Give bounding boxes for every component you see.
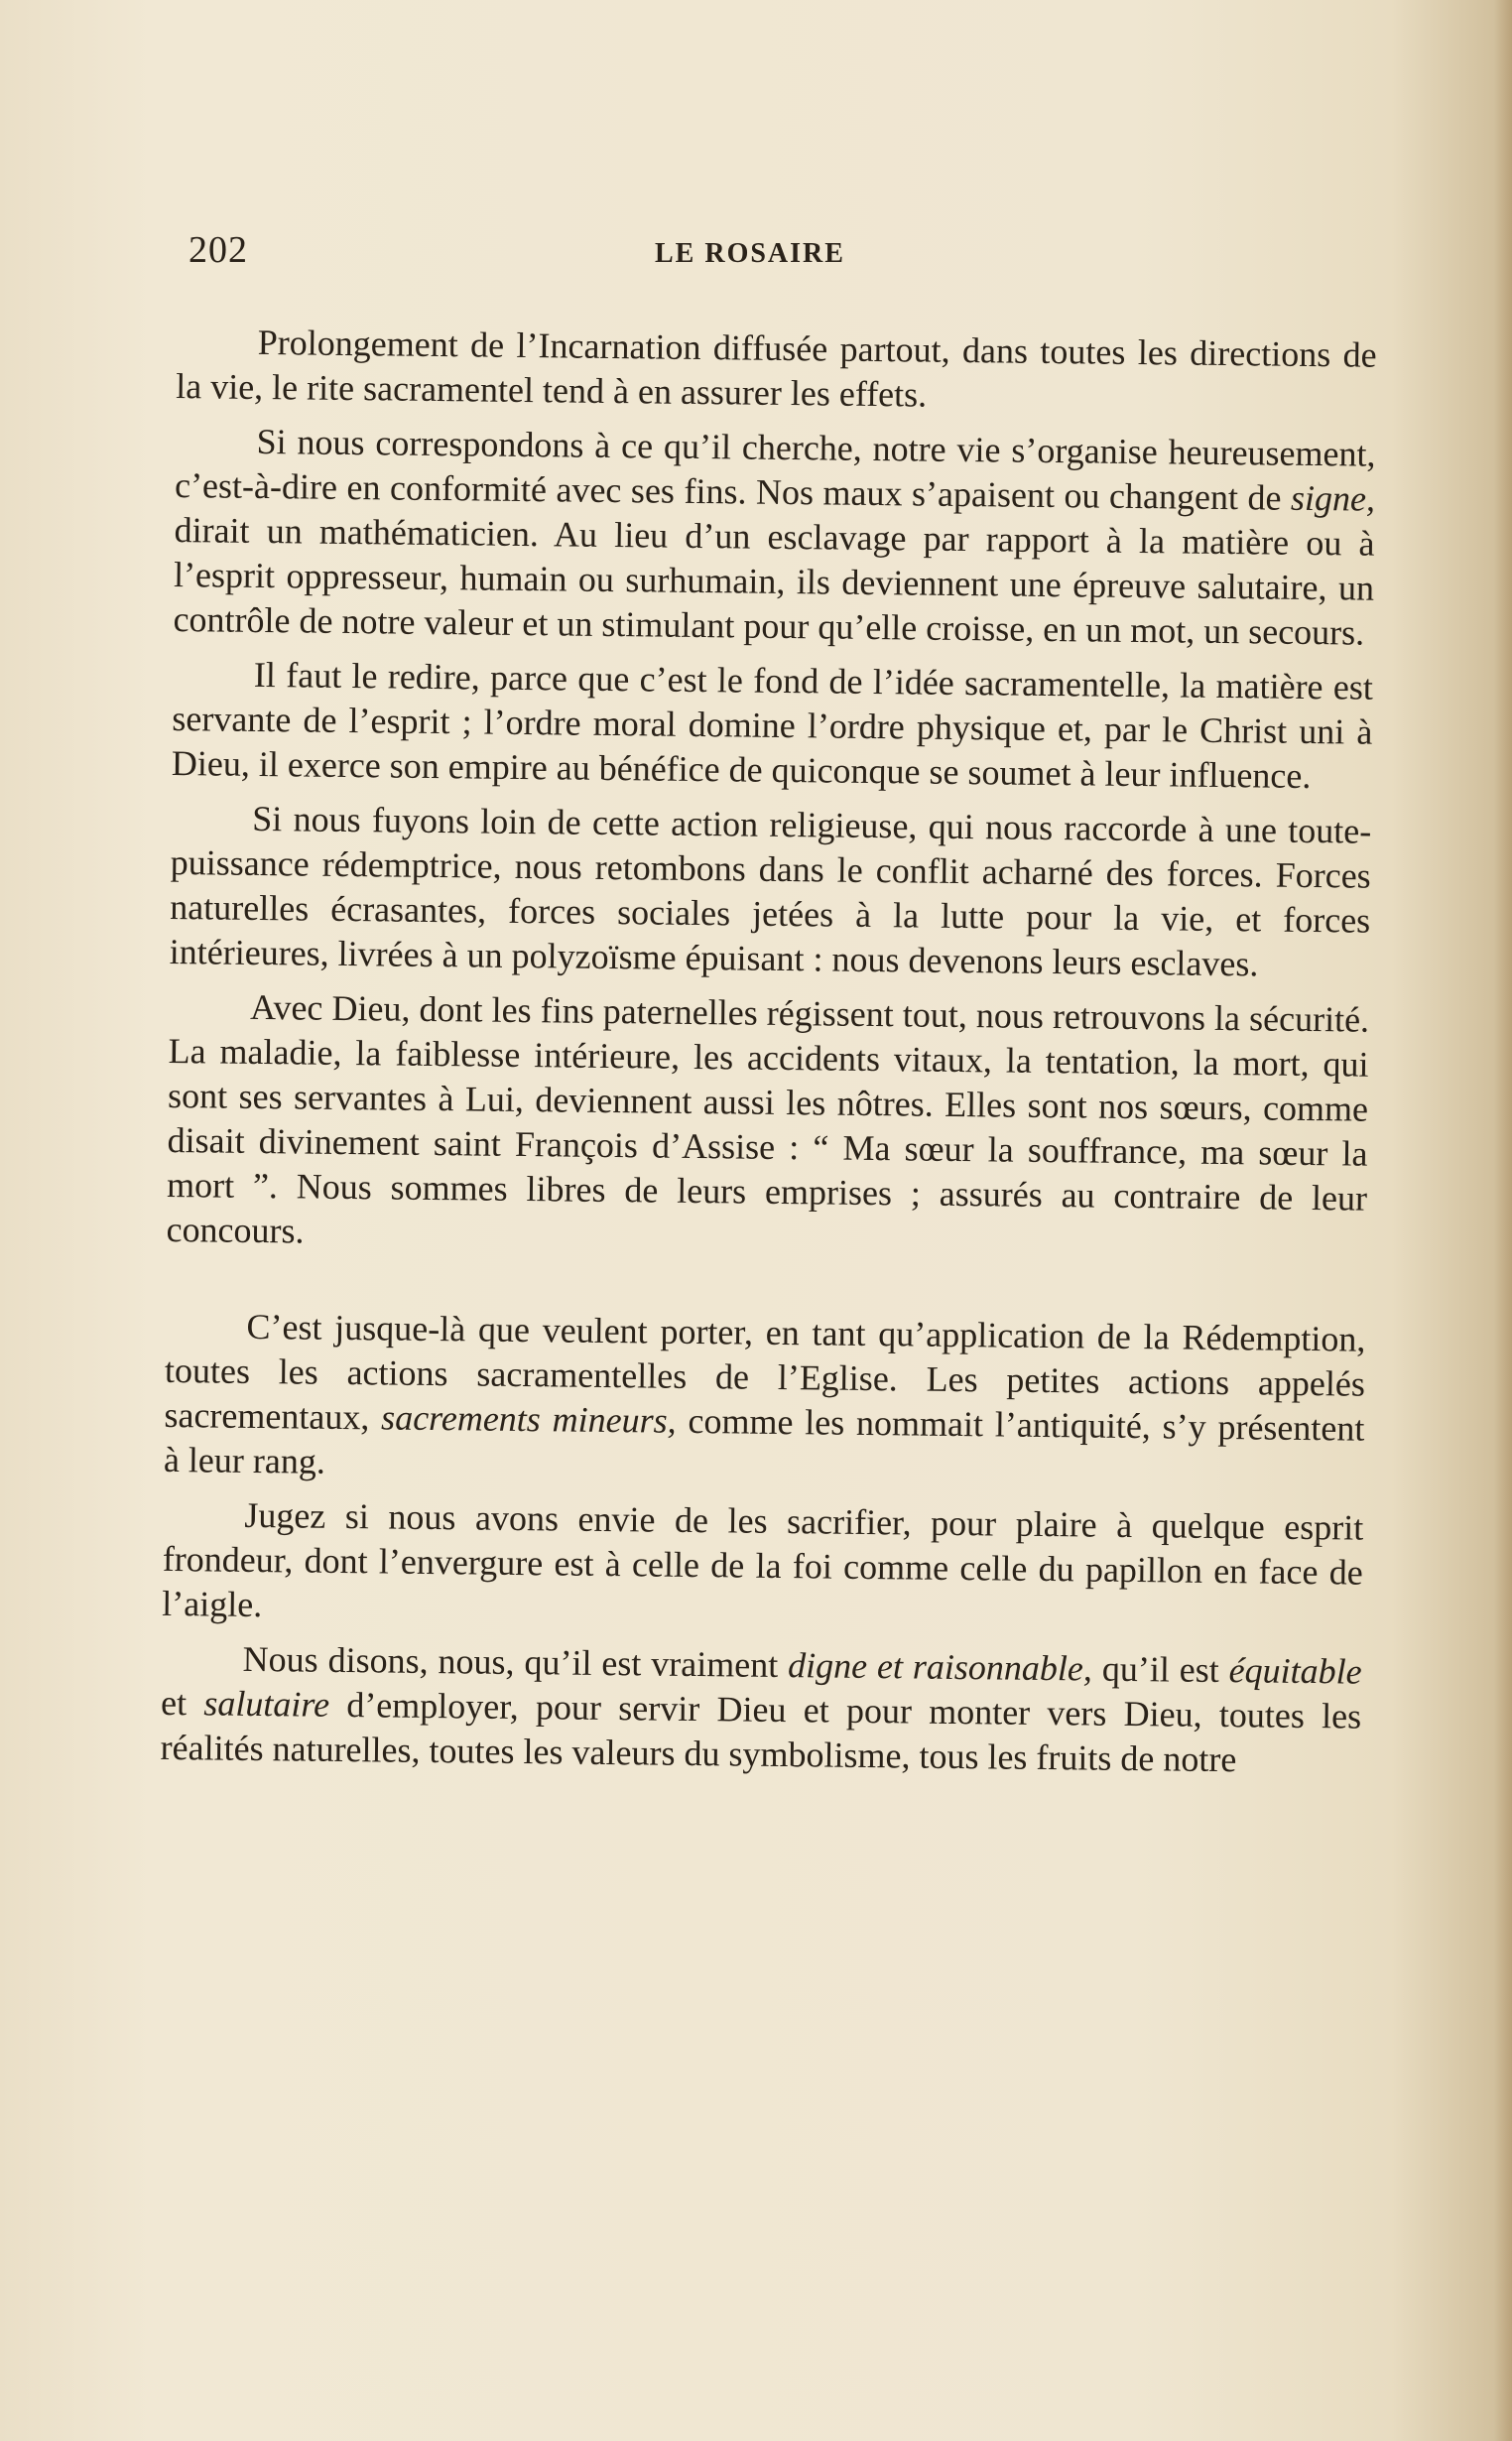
paragraph-6: [164, 1304, 1366, 1496]
paragraph-2-italic: signe,: [1290, 477, 1376, 519]
paragraph-4: Si nous fuyons loin de cette action religieuse, qui nous raccorde à une toute-puissance rédemptrice, nous retombons dans le conflit acharné des forces. Forces naturelles écrasantes, forces sociales jetées à la lutte pour la vie, et forces intérieures, livrées à un polyzoïsme épuisant : nous devenons leurs esclaves.: [169, 798, 1372, 984]
paragraph-8-italic-1: digne et raisonnable,: [787, 1645, 1093, 1689]
paragraph-8-italic-3: salutaire: [203, 1683, 330, 1725]
paragraph-2: [173, 419, 1375, 656]
body-text: [160, 320, 1377, 1794]
paragraph-1: Prolongement de l’Incarnation diffusée partout, dans toutes les directions de la vie, le rite sacramentel tend à en assurer les effets.: [176, 321, 1377, 415]
paragraph-6-start: C’est jusque-là que veulent porter, en tant qu’application de la Rédemption, toutes les actions sacramentelles de l’Eglise. Les petites actions appelés sacrementaux,: [164, 1306, 1366, 1438]
running-title: LE ROSAIRE: [655, 238, 845, 269]
paragraph-6-end: comme les nommait l’antiquité, s’y présentent à leur rang.: [163, 1400, 1365, 1481]
page-header: [189, 228, 1369, 288]
paragraph-3: Il faut le redire, parce que c’est le fond de l’idée sacramentelle, la matière est servante de l’esprit ; l’ordre moral domine l’ordre physique et, par le Christ uni à Dieu, il exerce son empire au bénéfice de quiconque se soumet à leur influence.: [171, 654, 1374, 796]
paragraph-8-start: Nous disons, nous, qu’il est vraiment: [242, 1638, 789, 1686]
paragraph-2-end: dirait un mathématicien. Au lieu d’un esclavage par rapport à la matière ou à l’esprit oppresseur, humain ou surhumain, ils deviennent une épreuve salutaire, un contrôle de notre valeur et un stimulant pour qu’elle croisse, en un mot, un secours.: [173, 509, 1375, 653]
paragraph-2-start: Si nous correspondons à ce qu’il cherche, notre vie s’organise heureusement, c’est-à-dire en conformité avec ses fins. Nos maux s’apaisent ou changent de: [174, 421, 1376, 518]
paragraph-8-mid-1: qu’il est: [1091, 1648, 1229, 1691]
page-edge-shadow: [1494, 0, 1512, 2441]
paragraph-8: [160, 1636, 1361, 1784]
paragraph-6-italic: sacrements mineurs,: [380, 1397, 677, 1441]
paragraph-8-end: d’employer, pour servir Dieu et pour monter vers Dieu, toutes les réalités naturelles, toutes les valeurs du symbolisme, tous les fruits de notre: [160, 1684, 1362, 1780]
paragraph-8-mid-2: et: [160, 1682, 204, 1724]
paragraph-5: Avec Dieu, dont les fins paternelles régissent tout, nous retrouvons la sécurité. La maladie, la faiblesse intérieure, les accidents vitaux, la tentation, la mort, qui sont ses servantes à Lui, deviennent aussi les nôtres. Elles sont nos sœurs, comme disait divinement saint François d’Assise : “ Ma sœur la souffrance, ma sœur la mort ”. Nous sommes libres de leurs emprises ; assurés au contraire de leur concours.: [166, 986, 1370, 1251]
paragraph-8-italic-2: équitable: [1228, 1650, 1362, 1692]
paragraph-7: Jugez si nous avons envie de les sacrifier, pour plaire à quelque esprit frondeur, dont l’envergure est à celle de la foi comme celle du papillon en face de l’aigle.: [162, 1494, 1364, 1625]
page-number: 202: [189, 229, 248, 271]
